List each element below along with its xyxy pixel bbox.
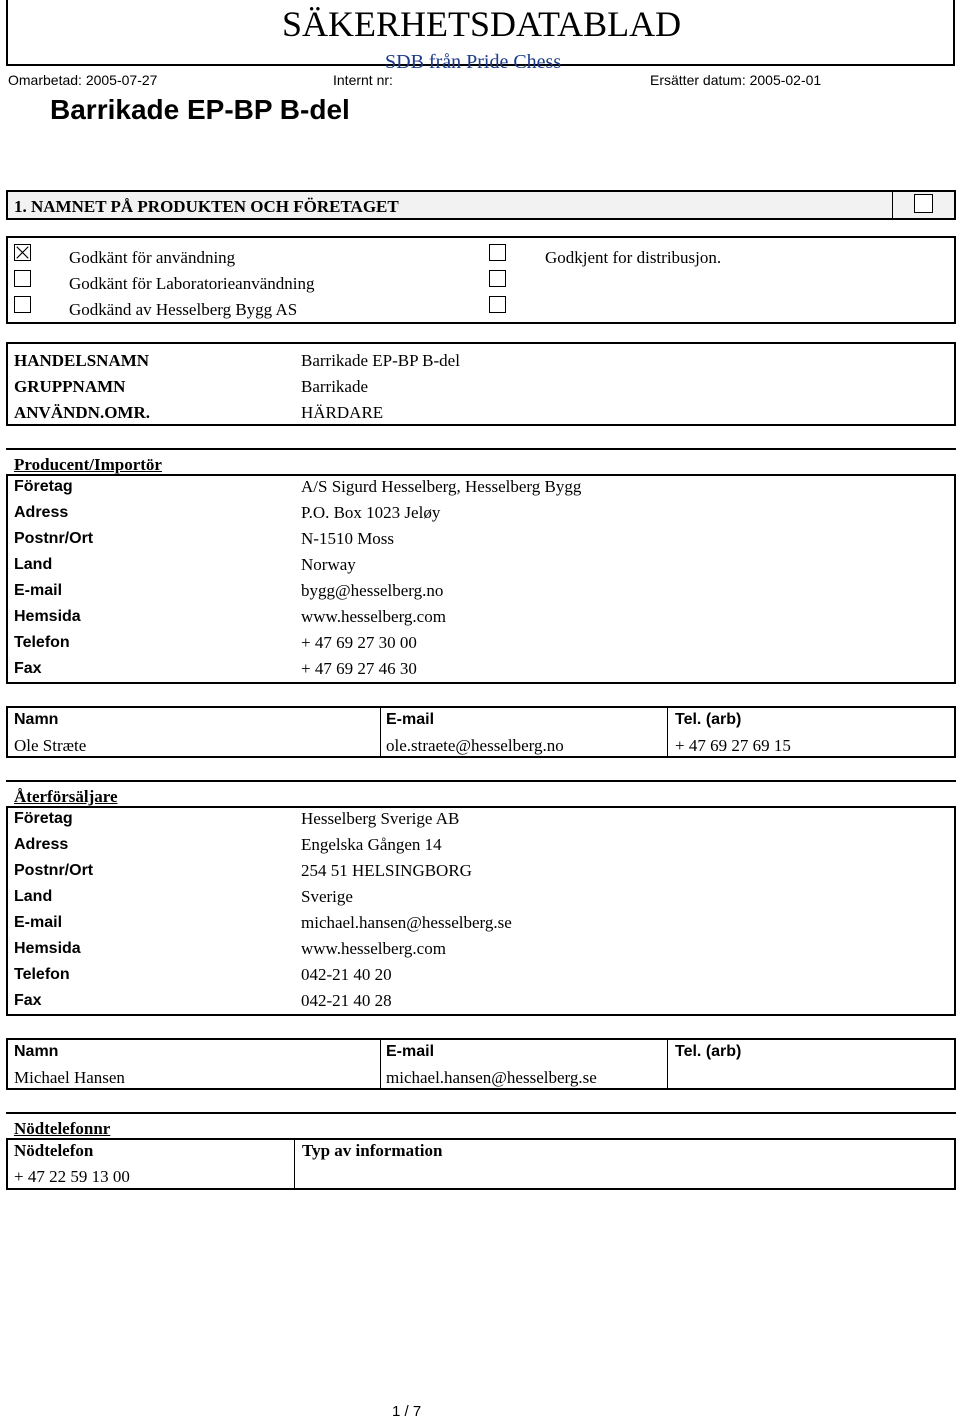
approval-label-lab: Godkänt för Laboratorieanvändning: [69, 274, 315, 293]
reseller-label-website: Hemsida: [14, 940, 81, 957]
check-x-icon: [15, 245, 30, 260]
producer-heading: Producent/Importör: [14, 455, 162, 474]
reseller-label-fax: Fax: [14, 992, 42, 1009]
divider: [667, 707, 668, 757]
reseller-label-phone: Telefon: [14, 966, 70, 983]
contact-email[interactable]: michael.hansen@hesselberg.se: [386, 1068, 597, 1087]
distribution-checkbox-2[interactable]: [489, 270, 506, 287]
reseller-label-company: Företag: [14, 810, 73, 827]
trade-name-value: Barrikade EP-BP B-del: [301, 351, 460, 370]
producer-label-address: Adress: [14, 504, 69, 521]
producer-label-email: E-mail: [14, 582, 63, 599]
contact-name: Michael Hansen: [14, 1068, 125, 1087]
producer-value-fax: + 47 69 27 46 30: [301, 659, 417, 678]
approval-label-usage: Godkänt för användning: [69, 248, 236, 267]
approval-label-hesselberg: Godkänd av Hesselberg Bygg AS: [69, 300, 298, 319]
producer-label-company: Företag: [14, 478, 73, 495]
approval-checkbox-usage[interactable]: [14, 244, 31, 261]
usage-area-value: HÄRDARE: [301, 403, 384, 422]
reseller-label-postcode: Postnr/Ort: [14, 862, 94, 879]
internal-number: Internt nr:: [333, 72, 393, 88]
document-subtitle: SDB från Pride Chess: [385, 51, 562, 73]
section1-checkbox[interactable]: [914, 194, 933, 213]
producer-value-email[interactable]: bygg@hesselberg.no: [301, 581, 444, 600]
contact-name: Ole Stræte: [14, 736, 87, 755]
distribution-label: Godkjent for distribusjon.: [545, 248, 722, 267]
reseller-value-postcode: 254 51 HELSINGBORG: [301, 861, 472, 880]
reseller-value-email[interactable]: michael.hansen@hesselberg.se: [301, 913, 512, 932]
distribution-checkbox-3[interactable]: [489, 296, 506, 313]
contact-phone: + 47 69 27 69 15: [675, 736, 791, 755]
reseller-value-fax: 042-21 40 28: [301, 991, 392, 1010]
emergency-phone-label: Nödtelefon: [14, 1141, 94, 1160]
approval-checkbox-hesselberg[interactable]: [14, 296, 31, 313]
producer-value-country: Norway: [301, 555, 356, 574]
producer-label-fax: Fax: [14, 660, 42, 677]
contact-header-email: E-mail: [386, 711, 435, 728]
group-name-label: GRUPPNAMN: [14, 377, 126, 396]
reseller-value-phone: 042-21 40 20: [301, 965, 392, 984]
replaces-date: Ersätter datum: 2005-02-01: [650, 72, 822, 88]
producer-value-postcode: N-1510 Moss: [301, 529, 395, 548]
reseller-label-country: Land: [14, 888, 53, 905]
emergency-info-label: Typ av information: [302, 1141, 443, 1160]
contact-header-name: Namn: [14, 1043, 59, 1060]
group-name-value: Barrikade: [301, 377, 369, 396]
producer-value-phone: + 47 69 27 30 00: [301, 633, 417, 652]
usage-area-label: ANVÄNDN.OMR.: [14, 403, 150, 422]
contact-header-phone: Tel. (arb): [675, 1043, 742, 1060]
producer-box: [6, 474, 956, 684]
producer-label-country: Land: [14, 556, 53, 573]
reseller-value-company: Hesselberg Sverige AB: [301, 809, 460, 828]
divider: [380, 1039, 381, 1089]
reseller-label-email: E-mail: [14, 914, 63, 931]
contact-email[interactable]: ole.straete@hesselberg.no: [386, 736, 564, 755]
producer-top-rule: [6, 448, 956, 450]
divider: [294, 1139, 295, 1189]
reseller-value-country: Sverige: [301, 887, 353, 906]
producer-label-website: Hemsida: [14, 608, 81, 625]
emergency-table: [6, 1138, 956, 1190]
revised-date: Omarbetad: 2005-07-27: [8, 72, 158, 88]
section1-title: 1. NAMNET PÅ PRODUKTEN OCH FÖRETAGET: [14, 197, 399, 216]
approval-checkbox-lab[interactable]: [14, 270, 31, 287]
producer-value-address: P.O. Box 1023 Jeløy: [301, 503, 441, 522]
document-title: SÄKERHETSDATABLAD: [282, 4, 682, 44]
reseller-label-address: Adress: [14, 836, 69, 853]
emergency-phone-value: + 47 22 59 13 00: [14, 1167, 130, 1186]
reseller-value-address: Engelska Gången 14: [301, 835, 442, 854]
producer-value-company: A/S Sigurd Hesselberg, Hesselberg Bygg: [301, 477, 582, 496]
producer-label-postcode: Postnr/Ort: [14, 530, 94, 547]
emergency-top-rule: [6, 1112, 956, 1114]
divider: [892, 191, 893, 219]
contact-header-name: Namn: [14, 711, 59, 728]
emergency-heading: Nödtelefonnr: [14, 1119, 111, 1138]
reseller-top-rule: [6, 780, 956, 782]
reseller-box: [6, 806, 956, 1016]
distribution-checkbox-1[interactable]: [489, 244, 506, 261]
reseller-value-website[interactable]: www.hesselberg.com: [301, 939, 446, 958]
producer-value-website[interactable]: www.hesselberg.com: [301, 607, 446, 626]
divider: [667, 1039, 668, 1089]
contact-header-phone: Tel. (arb): [675, 711, 742, 728]
page-number: 1 / 7: [392, 1403, 422, 1420]
contact-header-email: E-mail: [386, 1043, 435, 1060]
reseller-heading: Återförsäljare: [14, 787, 118, 806]
divider: [380, 707, 381, 757]
trade-name-label: HANDELSNAMN: [14, 351, 150, 370]
product-title: Barrikade EP-BP B-del: [50, 94, 350, 125]
producer-label-phone: Telefon: [14, 634, 70, 651]
